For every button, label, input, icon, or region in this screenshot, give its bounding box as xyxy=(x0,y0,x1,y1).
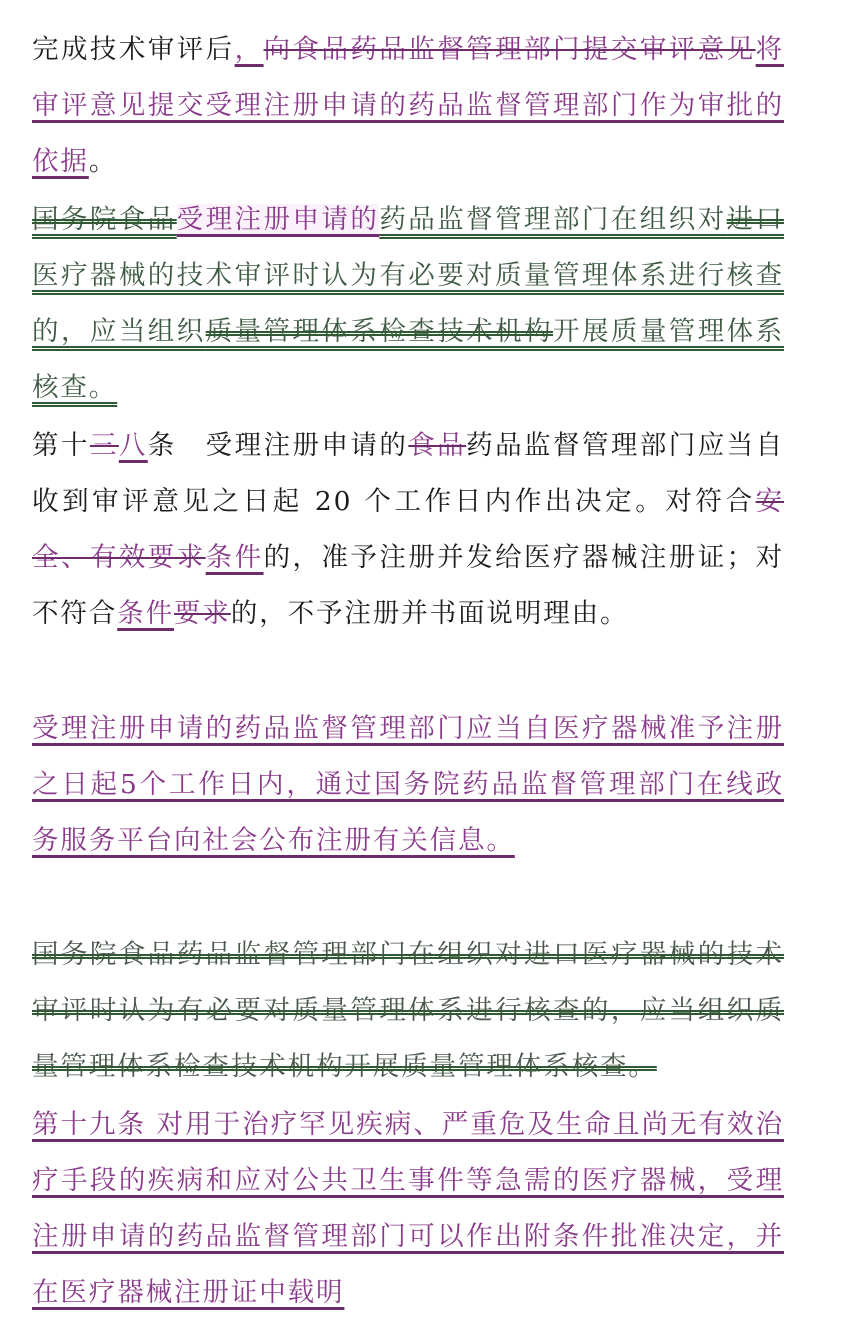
text-deleted: 国务院食品药品监督管理部门在组织对进口医疗器械的技术审评时认为有必要对质量管理体系进行核查的，应当组织质量管理体系检查技术机构开展质量管理体系核查。 xyxy=(32,939,784,1082)
text-deleted: 食品 xyxy=(408,430,467,461)
paragraph-deleted-import-check xyxy=(32,927,784,1095)
text-deleted: 三 xyxy=(89,430,119,461)
paragraph-publish-registration xyxy=(32,701,784,869)
text-inserted: 受理注册申请的药品监督管理部门应当自医疗器械准予注册之日起5个工作日内，通过国务院药品监督管理部门在线政务服务平台向社会公布注册有关信息。 xyxy=(32,713,784,856)
text-normal: 。 xyxy=(88,146,118,177)
paragraph-quality-system-check xyxy=(32,192,784,416)
text-deleted: 要求 xyxy=(174,598,231,629)
text-deleted: 国务院食品 xyxy=(32,204,177,235)
text-inserted: 医疗器械的技术审评时认为有必要对质量管理体系进行核查的，应当组织 xyxy=(32,260,784,347)
text-inserted: 药品监督管理部门在组织对 xyxy=(379,204,727,235)
paragraph-article-18 xyxy=(32,418,784,642)
text-inserted: 开展质量管理体系核查。 xyxy=(32,316,785,403)
text-deleted: 安全、有效要求 xyxy=(32,486,784,573)
text-normal: 完成技术审评后 xyxy=(32,34,235,65)
text-inserted: 八 xyxy=(118,430,148,461)
paragraph-article-19 xyxy=(32,1097,784,1321)
text-inserted: 将审评意见提交受理注册申请的药品监督管理部门作为审批的依据 xyxy=(32,34,784,177)
text-inserted: 条件 xyxy=(117,598,175,629)
text-normal: 的，不予注册并书面说明理由。 xyxy=(230,598,629,629)
text-normal: 药品监督管理部门应当自收到审评意见之日起 20 个工作日内作出决定。对符合 xyxy=(32,430,784,517)
text-normal: 条 受理注册申请的 xyxy=(147,430,409,461)
text-normal: 第十 xyxy=(32,430,90,461)
paragraph-review-opinion xyxy=(32,22,784,190)
text-inserted: 第十九条 对用于治疗罕见疾病、严重危及生命且尚无有效治疗手段的疾病和应对公共卫生事件等急需的医疗器械，受理注册申请的药品监督管理部门可以作出附条件批准决定，并在医疗器械注册证中载明 xyxy=(32,1109,784,1308)
text-normal: 的，准予注册并发给医疗器械注册证；对不符合 xyxy=(32,542,784,629)
text-deleted: 质量管理体系检查技术机构 xyxy=(205,316,553,347)
text-inserted: 受理注册申请的 xyxy=(176,204,380,235)
text-inserted: ， xyxy=(234,34,264,65)
text-deleted: 进口 xyxy=(726,204,784,235)
text-deleted: 向食品药品监督管理部门提交审评意见 xyxy=(263,34,756,65)
text-inserted: 条件 xyxy=(205,542,264,573)
